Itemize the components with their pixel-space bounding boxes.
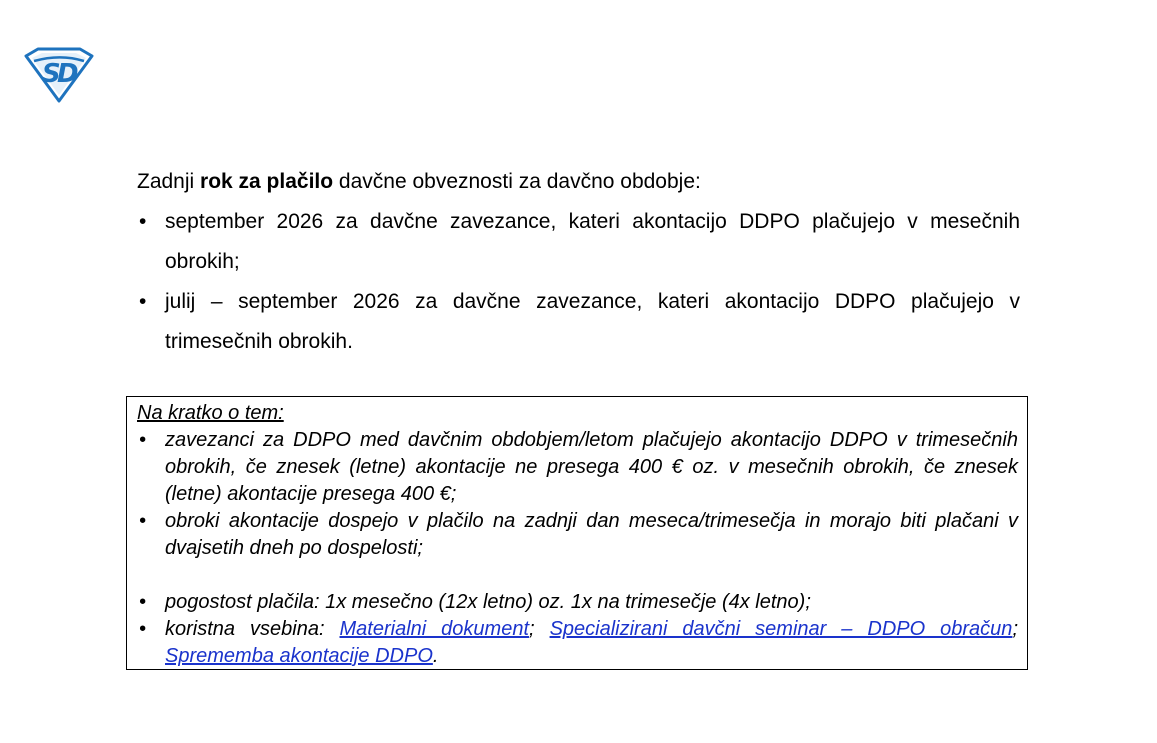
bullet-icon: • bbox=[139, 510, 147, 532]
bullet-icon: • bbox=[139, 210, 147, 233]
deadline-item-monthly bbox=[137, 202, 1020, 282]
summary-item-useful bbox=[137, 616, 1018, 670]
bullet-icon: • bbox=[139, 618, 147, 640]
sd-shield-logo-icon bbox=[22, 46, 96, 104]
summary-text: pogostost plačila: 1x mesečno (12x letno) oz. 1x na trimesečje (4x letno); bbox=[165, 591, 811, 613]
bullet-icon: • bbox=[139, 290, 147, 313]
intro-bold: rok za plačilo bbox=[200, 170, 334, 193]
deadline-text: september 2026 za davčne zavezance, kateri akontacijo DDPO plačujejo v mesečnih obrokih; bbox=[165, 210, 1020, 273]
deadline-list bbox=[137, 202, 1020, 362]
link-ddpo-seminar[interactable]: Specializirani davčni seminar – DDPO obračun bbox=[549, 618, 1013, 640]
intro-suffix: davčne obveznosti za davčno obdobje: bbox=[333, 170, 701, 193]
sd-logo bbox=[22, 46, 96, 104]
deadline-section bbox=[137, 162, 1020, 362]
link-materialni-dokument[interactable]: Materialni dokument bbox=[339, 618, 530, 640]
useful-prefix: koristna vsebina: bbox=[165, 618, 340, 640]
intro-prefix: Zadnji bbox=[137, 170, 201, 193]
intro-sentence bbox=[137, 162, 1020, 202]
summary-text: obroki akontacije dospejo v plačilo na zadnji dan meseca/trimesečja in morajo biti plačani v dvajsetih dneh po dospelosti; bbox=[165, 510, 1018, 559]
summary-item-payers bbox=[137, 427, 1018, 508]
link-sprememba-akontacije[interactable]: Sprememba akontacije DDPO bbox=[165, 645, 433, 667]
link-separator: ; bbox=[529, 618, 550, 640]
link-separator: ; bbox=[1012, 618, 1018, 640]
summary-title: Na kratko o tem: bbox=[137, 402, 284, 424]
logo-letter-d: D bbox=[57, 59, 79, 89]
summary-text: zavezanci za DDPO med davčnim obdobjem/letom plačujejo akontacijo DDPO v trimesečnih obrokih, če znesek (letne) akontacije ne presega 400 € oz. v mesečnih obrokih, če znesek (letne) akontacije presega 400 €; bbox=[165, 429, 1018, 505]
bullet-icon: • bbox=[139, 591, 147, 613]
deadline-text: julij – september 2026 za davčne zavezance, kateri akontacijo DDPO plačujejo v trimesečnih obrokih. bbox=[165, 290, 1020, 353]
logo-letter-s: S bbox=[42, 59, 61, 89]
summary-item-frequency bbox=[137, 589, 1018, 616]
summary-list bbox=[137, 427, 1018, 670]
summary-item-due bbox=[137, 508, 1018, 562]
bullet-icon: • bbox=[139, 429, 147, 451]
deadline-item-quarterly bbox=[137, 282, 1020, 362]
summary-box bbox=[126, 396, 1028, 670]
useful-end: . bbox=[432, 645, 439, 667]
